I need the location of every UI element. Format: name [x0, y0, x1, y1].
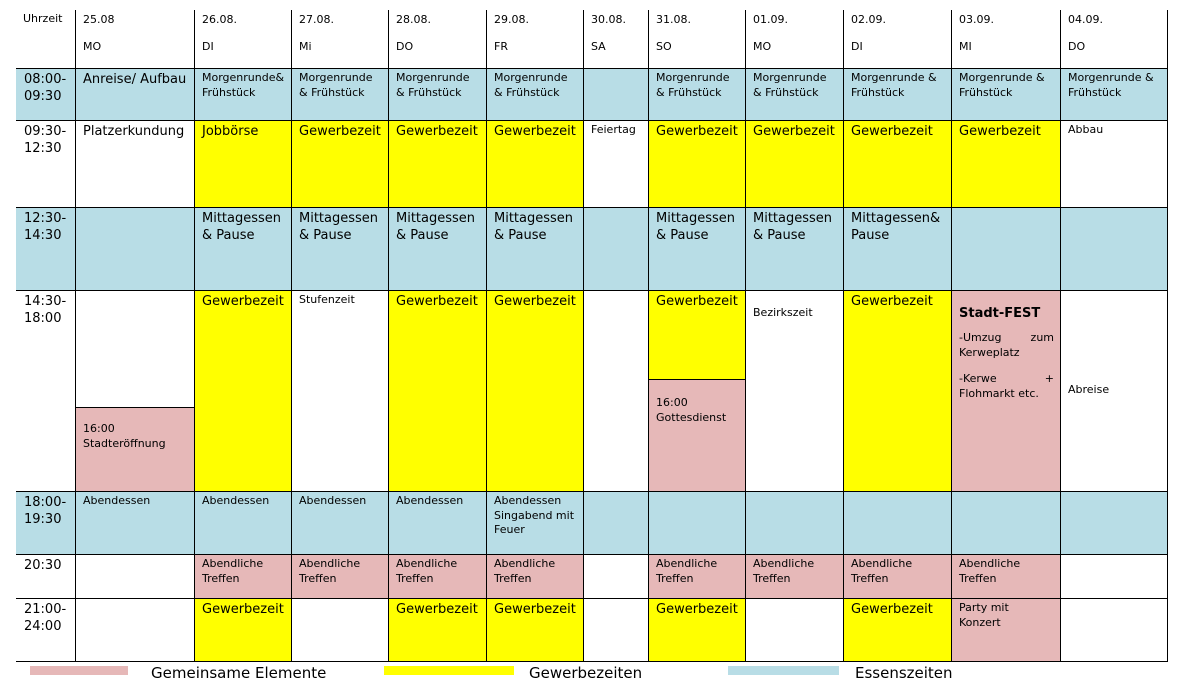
header-date: 03.09. — [959, 13, 994, 26]
cell-r1-c5: Feiertag — [584, 121, 649, 208]
cell-r1-c0: Platzerkundung — [76, 121, 195, 208]
cell-r4-c9 — [952, 492, 1061, 555]
header-weekday: MO — [83, 40, 102, 53]
time-slot-3: 14:30-18:00 — [16, 291, 76, 492]
header-weekday: DI — [851, 40, 863, 53]
cell-r0-c0: Anreise/ Aufbau — [76, 69, 195, 121]
cell-r5-c5 — [584, 555, 649, 599]
cell-r4-c3: Abendessen — [389, 492, 487, 555]
header-date: 25.08 — [83, 13, 115, 26]
cell-r4-c8 — [844, 492, 952, 555]
cell-r5-c4: Abendliche Treffen — [487, 555, 584, 599]
cell-r0-c7: Morgenrunde & Frühstück — [746, 69, 844, 121]
header-day-0 — [76, 10, 195, 69]
time-slot-4: 18:00-19:30 — [16, 492, 76, 555]
legend-swatch-gewerbe — [384, 666, 514, 675]
cell-r0-c8: Morgenrunde & Frühstück — [844, 69, 952, 121]
cell-r2-c0 — [76, 208, 195, 291]
cell-r4-c5 — [584, 492, 649, 555]
cell-r5-c7: Abendliche Treffen — [746, 555, 844, 599]
cell-r3-do: Gewerbezeit — [389, 291, 487, 492]
header-day-9 — [952, 10, 1061, 69]
cell-r0-c10: Morgenrunde & Frühstück — [1061, 69, 1168, 121]
header-date: 01.09. — [753, 13, 788, 26]
time-slot-0: 08:00-09:30 — [16, 69, 76, 121]
header-date: 29.08. — [494, 13, 529, 26]
header-weekday: DI — [202, 40, 214, 53]
stadtfest-kerwe: -Kerwe + Flohmarkt etc. — [959, 372, 1054, 400]
header-weekday: DO — [1068, 40, 1086, 53]
cell-r4-c7 — [746, 492, 844, 555]
cell-r1-c3: Gewerbezeit — [389, 121, 487, 208]
cell-r4-c2: Abendessen — [292, 492, 389, 555]
legend-label-gewerbe: Gewerbezeiten — [529, 664, 643, 682]
header-weekday: DO — [396, 40, 414, 53]
time-slot-2: 12:30-14:30 — [16, 208, 76, 291]
cell-r2-c5 — [584, 208, 649, 291]
cell-r3-sa — [584, 291, 649, 492]
header-date: 31.08. — [656, 13, 691, 26]
cell-r2-c6: Mittagessen & Pause — [649, 208, 746, 291]
legend-swatch-gemeinsam — [30, 666, 128, 675]
header-day-10 — [1061, 10, 1168, 69]
cell-r2-c2: Mittagessen & Pause — [292, 208, 389, 291]
cell-r1-c4: Gewerbezeit — [487, 121, 584, 208]
cell-r3-di: Gewerbezeit — [195, 291, 292, 492]
cell-r3-so-lower: 16:00 Gottesdienst — [649, 380, 746, 492]
cell-r6-c2 — [292, 599, 389, 662]
legend-label-gemeinsam: Gemeinsame Elemente — [151, 664, 327, 682]
header-weekday: MI — [959, 40, 972, 53]
stadtfest-umzug: -Umzug zum Kerweplatz — [959, 331, 1054, 359]
cell-r3-stadtfest — [952, 291, 1061, 492]
cell-r5-c8: Abendliche Treffen — [844, 555, 952, 599]
cell-r3-do2: Abreise — [1061, 291, 1168, 492]
cell-r5-c0 — [76, 555, 195, 599]
cell-r3-mo-lower: 16:00 Stadteröffnung — [76, 408, 195, 492]
cell-r0-c2: Morgenrunde & Frühstück — [292, 69, 389, 121]
cell-r3-mo2: Bezirkszeit — [746, 291, 844, 492]
cell-r6-c5 — [584, 599, 649, 662]
cell-r0-c5 — [584, 69, 649, 121]
cell-r3-mo-upper — [76, 291, 195, 408]
cell-r2-c10 — [1061, 208, 1168, 291]
cell-r1-c6: Gewerbezeit — [649, 121, 746, 208]
cell-r3-so-upper: Gewerbezeit — [649, 291, 746, 380]
cell-r1-c2: Gewerbezeit — [292, 121, 389, 208]
cell-r6-c8: Gewerbezeit — [844, 599, 952, 662]
cell-r6-c10 — [1061, 599, 1168, 662]
cell-r1-c8: Gewerbezeit — [844, 121, 952, 208]
header-date: 26.08. — [202, 13, 237, 26]
header-time-label: Uhrzeit — [16, 10, 76, 69]
cell-r2-c7: Mittagessen & Pause — [746, 208, 844, 291]
cell-r4-c0: Abendessen — [76, 492, 195, 555]
cell-r6-c4: Gewerbezeit — [487, 599, 584, 662]
header-date: 04.09. — [1068, 13, 1103, 26]
cell-r6-c0 — [76, 599, 195, 662]
header-date: 02.09. — [851, 13, 886, 26]
cell-r6-c1: Gewerbezeit — [195, 599, 292, 662]
cell-r6-c6: Gewerbezeit — [649, 599, 746, 662]
header-day-5 — [584, 10, 649, 69]
legend-swatch-essen — [728, 666, 839, 675]
cell-r5-c9: Abendliche Treffen — [952, 555, 1061, 599]
cell-r6-c9: Party mit Konzert — [952, 599, 1061, 662]
header-date: 30.08. — [591, 13, 626, 26]
header-day-4 — [487, 10, 584, 69]
cell-r1-c1: Jobbörse — [195, 121, 292, 208]
cell-r6-c3: Gewerbezeit — [389, 599, 487, 662]
cell-r5-c1: Abendliche Treffen — [195, 555, 292, 599]
cell-r0-c4: Morgenrunde & Frühstück — [487, 69, 584, 121]
header-day-8 — [844, 10, 952, 69]
cell-r5-c10 — [1061, 555, 1168, 599]
cell-r5-c6: Abendliche Treffen — [649, 555, 746, 599]
cell-r2-c8: Mittagessen& Pause — [844, 208, 952, 291]
cell-r4-c4: Abendessen Singabend mit Feuer — [487, 492, 584, 555]
header-date: 28.08. — [396, 13, 431, 26]
cell-r0-c9: Morgenrunde & Frühstück — [952, 69, 1061, 121]
cell-r2-c4: Mittagessen & Pause — [487, 208, 584, 291]
header-date: 27.08. — [299, 13, 334, 26]
legend-label-essen: Essenszeiten — [855, 664, 953, 682]
header-weekday: Mi — [299, 40, 312, 53]
header-weekday: SA — [591, 40, 606, 53]
cell-r4-c6 — [649, 492, 746, 555]
header-day-1 — [195, 10, 292, 69]
cell-r4-c1: Abendessen — [195, 492, 292, 555]
header-day-2 — [292, 10, 389, 69]
cell-r2-c1: Mittagessen & Pause — [195, 208, 292, 291]
header-weekday: SO — [656, 40, 672, 53]
time-slot-1: 09:30-12:30 — [16, 121, 76, 208]
cell-r1-c10: Abbau — [1061, 121, 1168, 208]
header-day-7 — [746, 10, 844, 69]
header-weekday: MO — [753, 40, 772, 53]
cell-r2-c9 — [952, 208, 1061, 291]
stadtfest-title: Stadt-FEST — [959, 306, 1041, 321]
header-weekday: FR — [494, 40, 508, 53]
cell-r3-di2: Gewerbezeit — [844, 291, 952, 492]
time-slot-5: 20:30 — [16, 555, 76, 599]
cell-r5-c2: Abendliche Treffen — [292, 555, 389, 599]
cell-r0-c6: Morgenrunde & Frühstück — [649, 69, 746, 121]
cell-r4-c10 — [1061, 492, 1168, 555]
cell-r3-mi: Stufenzeit — [292, 291, 389, 492]
cell-r1-c9: Gewerbezeit — [952, 121, 1061, 208]
time-slot-6: 21:00-24:00 — [16, 599, 76, 662]
header-day-6 — [649, 10, 746, 69]
cell-r5-c3: Abendliche Treffen — [389, 555, 487, 599]
cell-r0-c3: Morgenrunde & Frühstück — [389, 69, 487, 121]
cell-r3-fr: Gewerbezeit — [487, 291, 584, 492]
header-day-3 — [389, 10, 487, 69]
cell-r2-c3: Mittagessen & Pause — [389, 208, 487, 291]
cell-r6-c7 — [746, 599, 844, 662]
cell-r1-c7: Gewerbezeit — [746, 121, 844, 208]
cell-r0-c1: Morgenrunde& Frühstück — [195, 69, 292, 121]
